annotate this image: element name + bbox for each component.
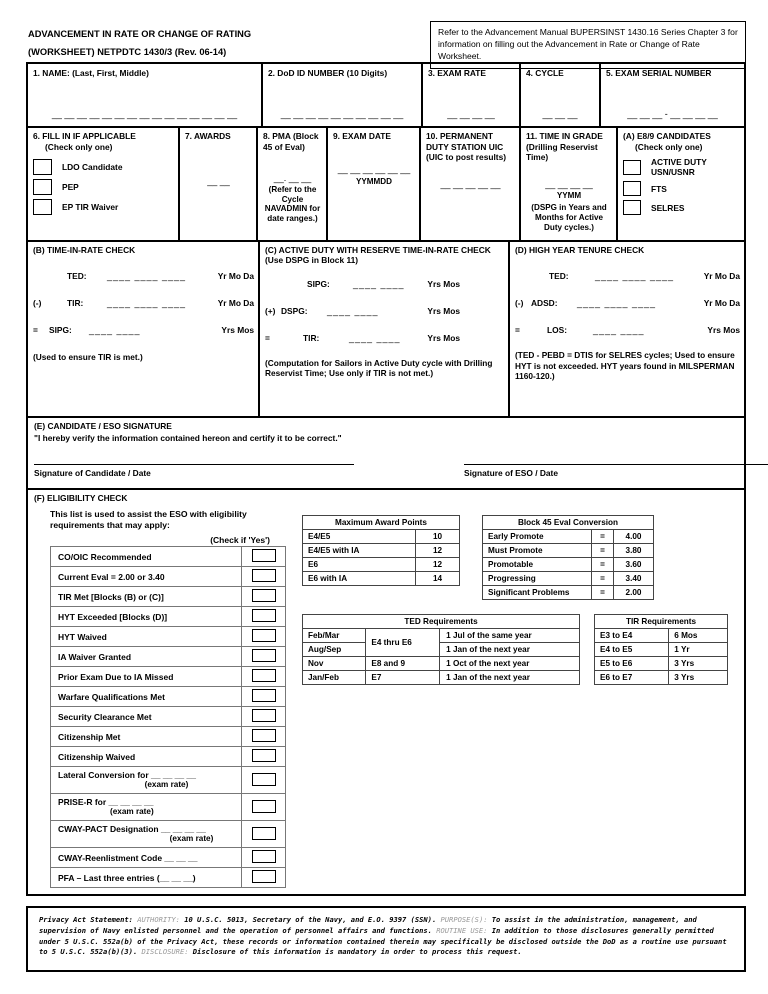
block-6-option-ep-tir-waiver[interactable] (33, 199, 174, 215)
eval-value: 3.40 (614, 572, 654, 586)
block-45-eval-conversion-table (482, 515, 654, 600)
table-row (595, 657, 728, 671)
checkbox-icon[interactable] (252, 749, 276, 762)
table-row (483, 558, 654, 572)
block-a-option-label: ACTIVE DUTY USN/USNR (651, 157, 707, 178)
ted-requirement: 1 Jan of the next year (440, 671, 580, 685)
table-row[interactable] (51, 794, 286, 821)
checkbox-icon[interactable] (33, 199, 52, 215)
table-row[interactable] (51, 607, 286, 627)
operator: (-) (515, 298, 524, 309)
block-c-line-sipg[interactable] (265, 279, 504, 289)
operator: = (515, 325, 520, 336)
maximum-award-points-table (302, 515, 460, 586)
block-6-option-pep[interactable] (33, 179, 174, 195)
eso-signature-caption: Signature of ESO / Date (464, 468, 559, 479)
block-4-blanks: __ __ __ (542, 109, 578, 119)
eligibility-item-label (51, 821, 242, 848)
eval-equals: = (592, 586, 614, 600)
tir-time: 1 Yr (669, 643, 728, 657)
block-f-title: (F) ELIGIBILITY CHECK (34, 493, 128, 503)
block-9-label: 9. EXAM DATE (333, 131, 392, 141)
field-blanks: ____ ____ ____ (107, 271, 187, 282)
table-row[interactable] (51, 747, 286, 767)
block-7-blanks: __ __ (207, 175, 230, 186)
eligibility-item-label: CWAY-Reenlistment Code __ __ __ (51, 848, 242, 868)
eligibility-item-label (51, 767, 242, 794)
page-header (0, 0, 768, 62)
eval-value: 4.00 (614, 530, 654, 544)
block-b-time-in-rate-check (28, 242, 260, 416)
field-units: Yr Mo Da (217, 271, 254, 282)
eligibility-item-subnote: (exam rate) (144, 780, 189, 790)
block-9-blanks: __ __ __ __ __ __ (337, 163, 411, 174)
block-b-line-tir[interactable] (33, 298, 254, 308)
eligibility-checkbox-cell[interactable] (242, 707, 286, 727)
block-10-blanks: __ __ __ __ __ (440, 178, 501, 189)
eval-value: 3.80 (614, 544, 654, 558)
form-title-line1: ADVANCEMENT IN RATE OR CHANGE OF RATING (28, 29, 252, 39)
eligibility-checkbox-cell[interactable] (242, 647, 286, 667)
table-row (303, 530, 460, 544)
field-units: Yr Mo Da (703, 298, 740, 309)
block-4-cycle[interactable] (521, 64, 601, 126)
ted-month: Jan/Feb (303, 671, 366, 685)
block-5-label: 5. EXAM SERIAL NUMBER (606, 68, 712, 78)
table-row (595, 643, 728, 657)
block-a-sublabel: (Check only one) (635, 141, 703, 152)
privacy-purpose-text: To assist in the administration, management, and supervision of Navy enlisted personnel and the operation of personnel affairs and functions. (39, 915, 697, 935)
block-5-exam-serial-number[interactable] (601, 64, 744, 126)
table-row (483, 586, 654, 600)
eval-equals: = (592, 530, 614, 544)
award-points: 14 (416, 572, 460, 586)
eligibility-checklist-table (50, 546, 286, 888)
block-d-line-los[interactable] (515, 325, 740, 335)
tir-transition: E4 to E5 (595, 643, 669, 657)
ted-requirements-table (302, 614, 580, 685)
table-row (595, 671, 728, 685)
block-d-title: (D) HIGH YEAR TENURE CHECK (515, 245, 645, 255)
table-row[interactable] (51, 848, 286, 868)
block-8-pma[interactable] (258, 128, 328, 240)
ted-requirement: 1 Jul of the same year (440, 629, 580, 643)
block-e-statement: "I hereby verify the information contained hereon and certify it to be correct." (34, 433, 342, 444)
checkbox-icon[interactable] (623, 181, 641, 196)
table-row[interactable] (51, 687, 286, 707)
checkbox-icon[interactable] (252, 649, 276, 662)
eligibility-checkbox-cell[interactable] (242, 547, 286, 567)
checkbox-icon[interactable] (33, 179, 52, 195)
check-if-yes-label: (Check if 'Yes') (210, 535, 270, 546)
eligibility-checkbox-cell[interactable] (242, 687, 286, 707)
block-6-fill-in-if-applicable (28, 128, 180, 240)
block-d-high-year-tenure-check (510, 242, 744, 416)
ted-month: Feb/Mar (303, 629, 366, 643)
field-blanks: ____ ____ ____ (577, 298, 657, 309)
checkbox-icon[interactable] (252, 709, 276, 722)
block-a-option-label: SELRES (651, 202, 685, 213)
privacy-routine-text: In addition to those disclosures generally permitted under 5 U.S.C. 552a(b) of the Privacy Act, these records or information contained therein may specifically be disclosed outside the DoD as a routine use pursuant to 5 U.S.C. 552a(b)(3). (39, 926, 727, 957)
award-rate: E4/E5 with IA (303, 544, 416, 558)
eligibility-checkbox-cell[interactable] (242, 727, 286, 747)
checkbox-icon[interactable] (252, 589, 276, 602)
checkbox-icon[interactable] (252, 800, 276, 813)
table-row[interactable] (51, 868, 286, 888)
privacy-routine-keyword: ROUTINE USE: (436, 926, 488, 935)
block-b-title: (B) TIME-IN-RATE CHECK (33, 245, 136, 255)
block-a-option-label: FTS (651, 183, 667, 194)
reference-note-box: Refer to the Advancement Manual BUPERSINST 1430.16 Series Chapter 3 for information on filling out the Advancement in Rate or Change of Rate Worksheet. (430, 21, 746, 69)
table-row[interactable] (51, 727, 286, 747)
eval-value: 3.60 (614, 558, 654, 572)
block-b-line-ted[interactable] (33, 271, 254, 281)
eligibility-checkbox-cell[interactable] (242, 868, 286, 888)
block-2-blanks: __ __ __ __ __ __ __ __ __ __ (280, 109, 404, 119)
eligibility-checkbox-cell[interactable] (242, 767, 286, 794)
field-name: TIR: (303, 332, 320, 343)
eval-name: Progressing (483, 572, 592, 586)
field-name: TED: (549, 271, 569, 282)
eligibility-item-label: Warfare Qualifications Met (51, 687, 242, 707)
eval-value: 2.00 (614, 586, 654, 600)
eligibility-item-label: Prior Exam Due to IA Missed (51, 667, 242, 687)
eligibility-item-text: CWAY-PACT Designation __ __ __ __ (58, 824, 206, 835)
award-rate: E4/E5 (303, 530, 416, 544)
field-units: Yrs Mos (707, 325, 740, 336)
block-a-option-selres[interactable] (623, 200, 740, 215)
eligibility-item-label: TIR Met [Blocks (B) or (C)] (51, 587, 242, 607)
checkbox-icon[interactable] (623, 200, 641, 215)
block-3-blanks: __ __ __ __ (447, 109, 495, 119)
field-name: SIPG: (49, 325, 72, 336)
block-f-eligibility-section (28, 490, 744, 894)
eligibility-checkbox-cell[interactable] (242, 587, 286, 607)
field-name: TED: (67, 271, 87, 282)
tir-time: 3 Yrs (669, 657, 728, 671)
tir-transition: E6 to E7 (595, 671, 669, 685)
award-points: 12 (416, 558, 460, 572)
privacy-label: Privacy Act Statement: (39, 915, 133, 925)
checkbox-icon[interactable] (252, 569, 276, 582)
signature-rule (464, 464, 768, 465)
checkbox-icon[interactable] (252, 549, 276, 562)
privacy-disclosure-text: Disclosure of this information is mandatory in order to process this request. (192, 947, 522, 957)
award-rate: E6 with IA (303, 572, 416, 586)
tir-requirements-table (594, 614, 728, 685)
eval-name: Must Promote (483, 544, 592, 558)
table-row (595, 629, 728, 643)
candidate-signature-field[interactable] (34, 464, 464, 478)
operator: (-) (33, 298, 42, 309)
form-body-frame (26, 62, 746, 896)
table-title: TIR Requirements (595, 615, 728, 629)
field-units: Yrs Mos (221, 325, 254, 336)
eligibility-checkbox-cell[interactable] (242, 794, 286, 821)
privacy-act-statement (26, 906, 746, 971)
field-blanks: ____ ____ (327, 305, 379, 316)
eligibility-item-label: IA Waiver Granted (51, 647, 242, 667)
operator: = (33, 325, 38, 336)
tir-transition: E3 to E4 (595, 629, 669, 643)
checkbox-icon[interactable] (623, 160, 641, 175)
form-title-line2: (WORKSHEET) NETPDTC 1430/3 (Rev. 06-14) (28, 47, 227, 57)
field-blanks: ____ ____ (593, 325, 645, 336)
table-row (483, 530, 654, 544)
field-units: Yr Mo Da (703, 271, 740, 282)
tir-transition: E5 to E6 (595, 657, 669, 671)
table-row (303, 643, 580, 657)
block-e-signature-section (28, 418, 744, 488)
block-a-option-fts[interactable] (623, 181, 740, 196)
block-11-format-hint: YYMM (556, 190, 582, 200)
field-name: LOS: (547, 325, 568, 336)
checkbox-icon[interactable] (33, 159, 52, 175)
ted-paygrade: E8 and 9 (366, 657, 440, 671)
checkbox-icon[interactable] (252, 827, 276, 840)
table-row[interactable] (51, 767, 286, 794)
table-row (483, 544, 654, 558)
eligibility-item-text: Lateral Conversion for __ __ __ __ (58, 770, 196, 781)
privacy-authority-keyword: AUTHORITY: (137, 915, 180, 925)
block-a-option-active-duty[interactable] (623, 157, 740, 177)
checkbox-icon[interactable] (252, 609, 276, 622)
eligibility-checkbox-cell[interactable] (242, 747, 286, 767)
table-row[interactable] (51, 547, 286, 567)
block-c-footnote: (Computation for Sailors in Active Duty cycle with Drilling Reservist Time; Use only if TIR is not met.) (265, 357, 493, 379)
eligibility-checkbox-cell[interactable] (242, 821, 286, 848)
eligibility-item-label: Citizenship Met (51, 727, 242, 747)
block-c-line-tir[interactable] (265, 333, 504, 343)
eligibility-item-label: HYT Exceeded [Blocks (D)] (51, 607, 242, 627)
ted-paygrade: E7 (366, 671, 440, 685)
eligibility-item-label: CO/OIC Recommended (51, 547, 242, 567)
block-e-title: (E) CANDIDATE / ESO SIGNATURE (34, 421, 172, 431)
block-10-sublabel: (UIC to post results) (426, 152, 507, 163)
tir-time: 3 Yrs (669, 671, 728, 685)
field-name: TIR: (67, 298, 84, 309)
ted-requirement: 1 Jan of the next year (440, 643, 580, 657)
block-10-pds-uic[interactable] (421, 128, 521, 240)
field-name: DSPG: (281, 305, 308, 316)
block-6-sublabel: (Check only one) (45, 141, 113, 152)
block-11-note: (DSPG in Years and Months for Active Duty cycles.) (531, 203, 607, 232)
table-row[interactable] (51, 587, 286, 607)
table-row (483, 572, 654, 586)
block-9-exam-date[interactable] (328, 128, 421, 240)
eligibility-checkbox-cell[interactable] (242, 567, 286, 587)
block-d-footnote: (TED - PEBD = DTIS for SELRES cycles; Used to ensure HYT is not exceeded. HYT years found in MILSPERMAN 1160-120.) (515, 350, 735, 381)
reference-tables-panel (292, 509, 738, 888)
field-blanks: ____ ____ (349, 332, 401, 343)
ted-month: Aug/Sep (303, 643, 366, 657)
eligibility-item-label: Citizenship Waived (51, 747, 242, 767)
table-row (303, 629, 580, 643)
block-a-e89-candidates (618, 128, 744, 240)
field-blanks: ____ ____ ____ (595, 271, 675, 282)
eligibility-item-subnote: (exam rate) (169, 834, 214, 844)
tir-time: 6 Mos (669, 629, 728, 643)
form-row-details (28, 128, 744, 242)
block-3-label: 3. EXAM RATE (428, 68, 487, 78)
block-8-blanks: __. __ __ (273, 173, 312, 184)
eso-signature-field[interactable] (464, 464, 768, 478)
block-2-label: 2. DoD ID NUMBER (10 Digits) (268, 68, 388, 78)
eligibility-item-text: PRISE-R for __ __ __ __ (58, 797, 154, 808)
eligibility-intro: This list is used to assist the ESO with eligibility requirements that may apply: (50, 509, 247, 531)
operator: = (265, 332, 270, 343)
form-row-identification (28, 64, 744, 128)
award-rate: E6 (303, 558, 416, 572)
ted-requirement: 1 Oct of the next year (440, 657, 580, 671)
form-row-eligibility (28, 490, 744, 894)
eligibility-checkbox-cell[interactable] (242, 848, 286, 868)
candidate-signature-caption: Signature of Candidate / Date (34, 468, 151, 479)
block-11-label: 11. TIME IN GRADE (Drilling Reservist Time) (526, 131, 603, 163)
block-5-blanks: __ __ __ - __ __ __ __ (627, 109, 718, 119)
block-1-blanks: __ __ __ __ __ __ __ __ __ __ __ __ __ __ __ (51, 109, 238, 119)
block-b-footnote: (Used to ensure TIR is met.) (33, 352, 143, 363)
block-d-line-ted[interactable] (515, 271, 740, 281)
block-10-label: 10. PERMANENT DUTY STATION UIC (426, 131, 504, 152)
eval-equals: = (592, 544, 614, 558)
field-blanks: ____ ____ ____ (107, 298, 187, 309)
block-7-awards[interactable] (180, 128, 258, 240)
operator: (+) (265, 305, 276, 316)
table-row[interactable] (51, 707, 286, 727)
table-title: TED Requirements (303, 615, 580, 629)
field-units: Yrs Mos (427, 305, 460, 316)
checkbox-icon[interactable] (252, 773, 276, 786)
eval-name: Promotable (483, 558, 592, 572)
table-row[interactable] (51, 647, 286, 667)
privacy-authority-text: 10 U.S.C. 5013, Secretary of the Navy, and E.O. 9397 (SSN). (184, 915, 437, 925)
field-units: Yrs Mos (427, 278, 460, 289)
block-1-label: 1. NAME: (Last, First, Middle) (33, 68, 149, 78)
block-c-active-duty-reserve-tir-check (260, 242, 510, 416)
table-row[interactable] (51, 667, 286, 687)
form-row-signature (28, 418, 744, 490)
eligibility-checkbox-cell[interactable] (242, 667, 286, 687)
checkbox-icon[interactable] (252, 629, 276, 642)
checkbox-icon[interactable] (252, 729, 276, 742)
table-title: Maximum Award Points (303, 516, 460, 530)
checkbox-icon[interactable] (252, 870, 276, 883)
eval-equals: = (592, 558, 614, 572)
form-title-block (28, 22, 420, 61)
privacy-purpose-keyword: PURPOSE(S): (440, 915, 488, 925)
block-8-label: 8. PMA (Block 45 of Eval) (263, 131, 319, 152)
ted-month: Nov (303, 657, 366, 671)
eligibility-item-label: PFA – Last three entries (__ __ __) (51, 868, 242, 888)
ted-paygrade: E4 thru E6 (366, 629, 440, 657)
block-6-option-label: LDO Candidate (62, 162, 123, 173)
checkbox-icon[interactable] (252, 689, 276, 702)
block-7-label: 7. AWARDS (185, 131, 231, 141)
block-6-option-label: PEP (62, 182, 79, 193)
block-c-line-dspg[interactable] (265, 306, 504, 316)
eval-name: Significant Problems (483, 586, 592, 600)
block-2-dod-id[interactable] (263, 64, 423, 126)
field-name: SIPG: (307, 278, 330, 289)
table-row (303, 657, 580, 671)
block-9-format-hint: YYMMDD (356, 176, 392, 186)
table-row[interactable] (51, 821, 286, 848)
block-6-option-label: EP TIR Waiver (62, 202, 119, 213)
eligibility-item-subnote: (exam rate) (110, 807, 154, 817)
table-row (303, 671, 580, 685)
block-11-time-in-grade[interactable] (521, 128, 618, 240)
eval-equals: = (592, 572, 614, 586)
award-points: 12 (416, 544, 460, 558)
field-blanks: ____ ____ (353, 278, 405, 289)
table-row[interactable] (51, 627, 286, 647)
award-points: 10 (416, 530, 460, 544)
field-units: Yrs Mos (427, 332, 460, 343)
block-4-label: 4. CYCLE (526, 68, 564, 78)
block-1-name[interactable] (28, 64, 263, 126)
block-8-note: (Refer to the Cycle NAVADMIN for date ranges.) (264, 185, 321, 223)
table-row[interactable] (51, 567, 286, 587)
form-row-checks (28, 242, 744, 418)
block-6-option-ldo-candidate[interactable] (33, 159, 174, 175)
field-name: ADSD: (531, 298, 558, 309)
field-units: Yr Mo Da (217, 298, 254, 309)
block-3-exam-rate[interactable] (423, 64, 521, 126)
table-title: Block 45 Eval Conversion (483, 516, 654, 530)
eligibility-item-label: HYT Waived (51, 627, 242, 647)
table-row (303, 558, 460, 572)
checkbox-icon[interactable] (252, 850, 276, 863)
block-b-line-sipg[interactable] (33, 325, 254, 335)
signature-rule (34, 464, 354, 465)
eligibility-checklist-panel (34, 509, 292, 888)
table-row (303, 572, 460, 586)
privacy-disclosure-keyword: DISCLOSURE: (141, 947, 189, 957)
eligibility-item-label (51, 794, 242, 821)
eval-name: Early Promote (483, 530, 592, 544)
field-blanks: ____ ____ (89, 325, 141, 336)
eligibility-checkbox-cell[interactable] (242, 627, 286, 647)
block-a-label: (A) E8/9 CANDIDATES (623, 131, 711, 141)
eligibility-item-label: Current Eval = 2.00 or 3.40 (51, 567, 242, 587)
checkbox-icon[interactable] (252, 669, 276, 682)
table-row (303, 544, 460, 558)
eligibility-item-label: Security Clearance Met (51, 707, 242, 727)
block-d-line-adsd[interactable] (515, 298, 740, 308)
block-c-title: (C) ACTIVE DUTY WITH RESERVE TIME-IN-RATE CHECK (Use DSPG in Block 11) (265, 245, 491, 266)
eligibility-checkbox-cell[interactable] (242, 607, 286, 627)
block-6-label: 6. FILL IN IF APPLICABLE (33, 131, 136, 141)
block-11-blanks: __ __ __ __ (545, 178, 593, 189)
